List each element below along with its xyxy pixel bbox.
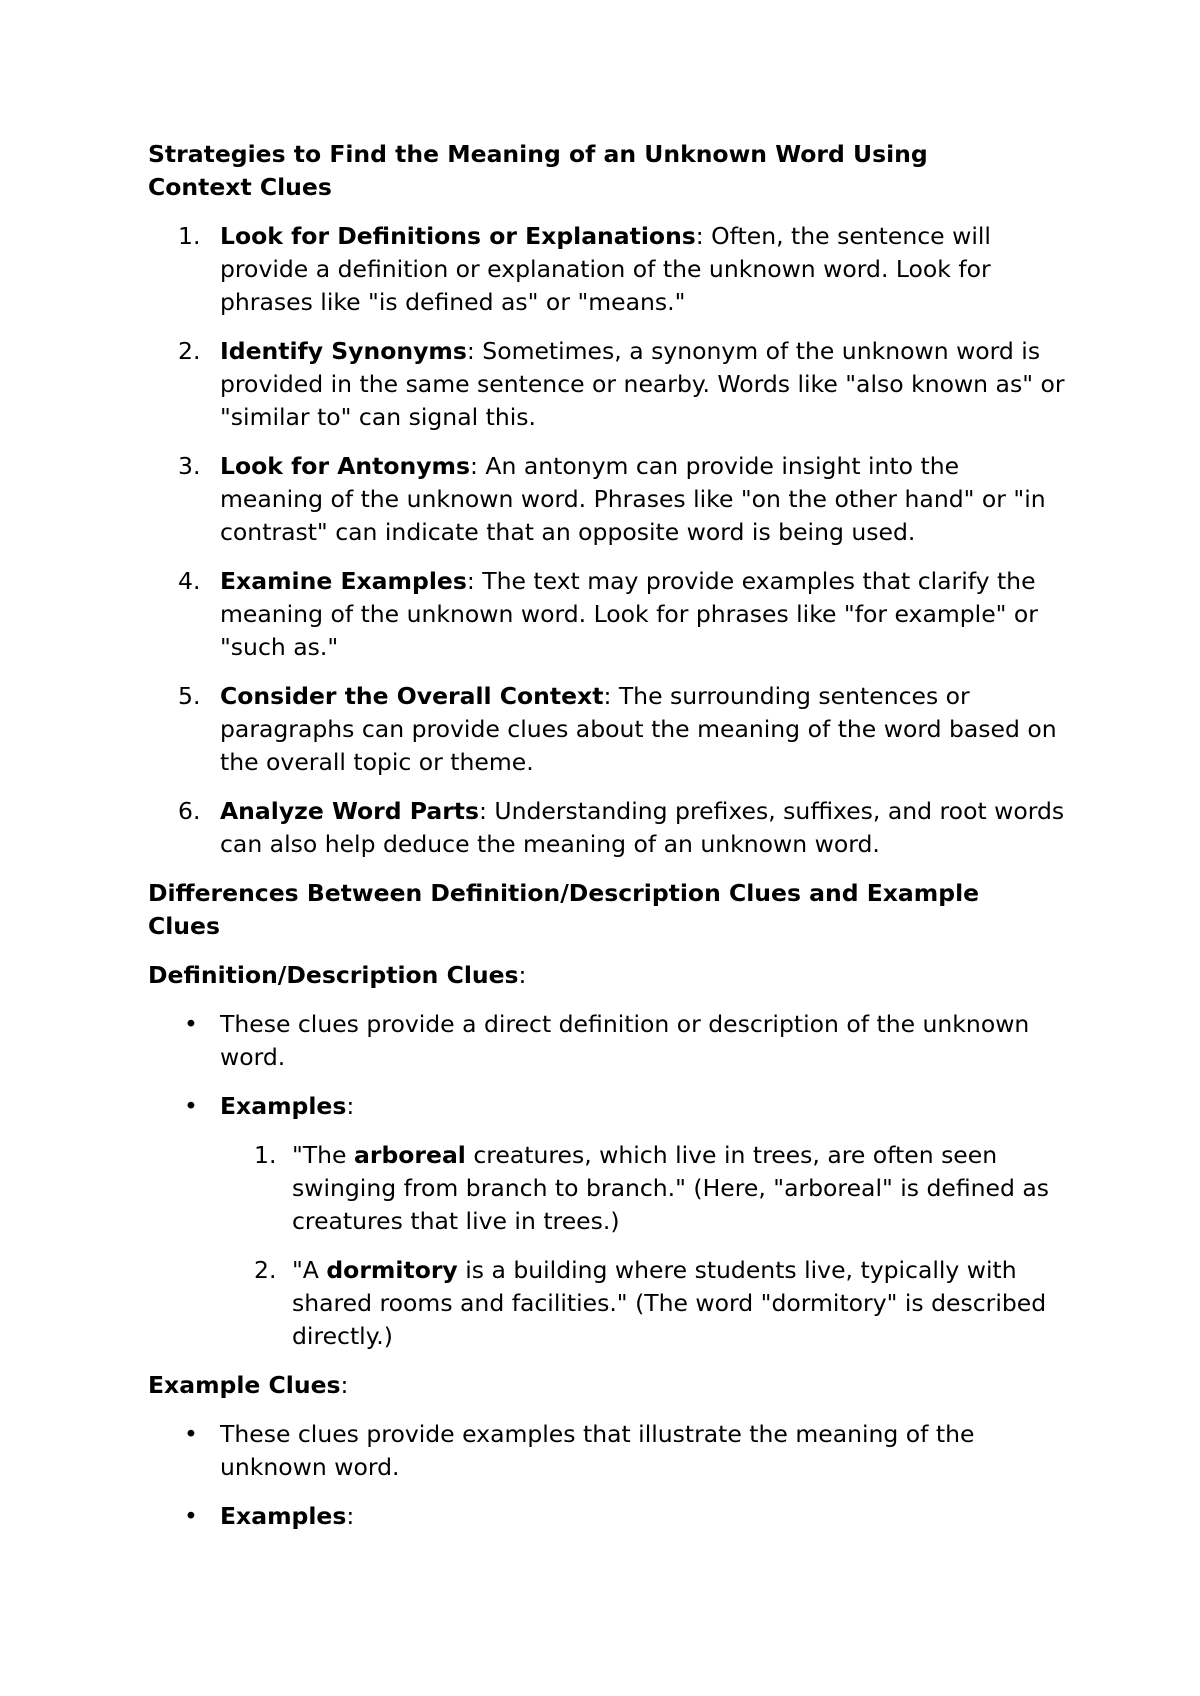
subheading-definition-clues [148,959,1068,992]
document-page [148,138,1068,1549]
list-number: 1. [254,1141,277,1169]
list-item [148,335,1068,434]
list-number: 2. [254,1256,277,1284]
strategy-term: Consider the Overall Context [220,682,604,710]
list-item [148,1008,1068,1074]
list-number: 2. [178,337,201,365]
section-heading-strategies: Strategies to Find the Meaning of an Unknown Word Using Context Clues [148,140,928,201]
list-number: 3. [178,452,201,480]
strategy-text: : An antonym can provide insight into the meaning of the unknown word. Phrases like "on the other hand" or "in contrast" can indicate that an opposite word is being used. [220,452,1046,546]
subheading-colon: : [340,1371,349,1399]
strategy-term: Examine Examples [220,567,467,595]
strategy-text: : The text may provide examples that clarify the meaning of the unknown word. Look for phrases like "for example" or "such as." [220,567,1038,661]
definition-clues-list [148,1008,1068,1353]
strategies-list [148,220,1068,861]
bullet-glyph: • [184,1502,198,1530]
strategy-text: : Often, the sentence will provide a definition or explanation of the unknown word. Look for phrases like "is defined as" or "means." [220,222,991,316]
bullet-glyph: • [184,1420,198,1448]
list-item [148,1090,1068,1353]
definition-examples-list [148,1139,1068,1353]
list-item [148,795,1068,861]
examples-label: Examples [220,1502,347,1530]
list-item [148,450,1068,549]
strategy-term: Look for Antonyms [220,452,471,480]
list-item [148,1139,1068,1238]
list-number: 6. [178,797,201,825]
list-item [148,1254,1068,1353]
strategy-term: Look for Definitions or Explanations [220,222,696,250]
section-heading-differences: Differences Between Definition/Description Clues and Example Clues [148,879,980,940]
examples-colon: : [346,1092,355,1120]
strategy-text: : The surrounding sentences or paragraphs can provide clues about the meaning of the word based on the overall topic or theme. [220,682,1057,776]
subheading-colon: : [518,961,527,989]
list-item [148,220,1068,319]
strategy-term: Identify Synonyms [220,337,467,365]
list-item [148,1500,1068,1533]
list-item [148,565,1068,664]
examples-label: Examples [220,1092,347,1120]
bullet-text: These clues provide examples that illustrate the meaning of the unknown word. [220,1420,975,1481]
bullet-glyph: • [184,1010,198,1038]
list-item [148,1418,1068,1484]
subheading-label: Example Clues [148,1371,341,1399]
example-text-post: creatures, which live in trees, are often seen swinging from branch to branch." (Here, "arboreal" is defined as creatures that live in trees.) [292,1141,1050,1235]
subheading-example-clues [148,1369,1068,1402]
example-text-pre: "The [292,1141,354,1169]
example-bold-word: arboreal [354,1141,466,1169]
example-text-pre: "A [292,1256,327,1284]
strategy-text: : Sometimes, a synonym of the unknown word is provided in the same sentence or nearby. Words like "also known as" or "similar to" can signal this. [220,337,1065,431]
list-item [148,680,1068,779]
examples-colon: : [346,1502,355,1530]
strategy-text: : Understanding prefixes, suffixes, and root words can also help deduce the meaning of an unknown word. [220,797,1065,858]
example-clues-list [148,1418,1068,1533]
strategy-term: Analyze Word Parts [220,797,480,825]
subheading-label: Definition/Description Clues [148,961,519,989]
example-text-post: is a building where students live, typically with shared rooms and facilities." (The word "dormitory" is described directly.) [292,1256,1047,1350]
bullet-glyph: • [184,1092,198,1120]
list-number: 5. [178,682,201,710]
example-bold-word: dormitory [326,1256,458,1284]
list-number: 1. [178,222,201,250]
bullet-text: These clues provide a direct definition or description of the unknown word. [220,1010,1030,1071]
list-number: 4. [178,567,201,595]
